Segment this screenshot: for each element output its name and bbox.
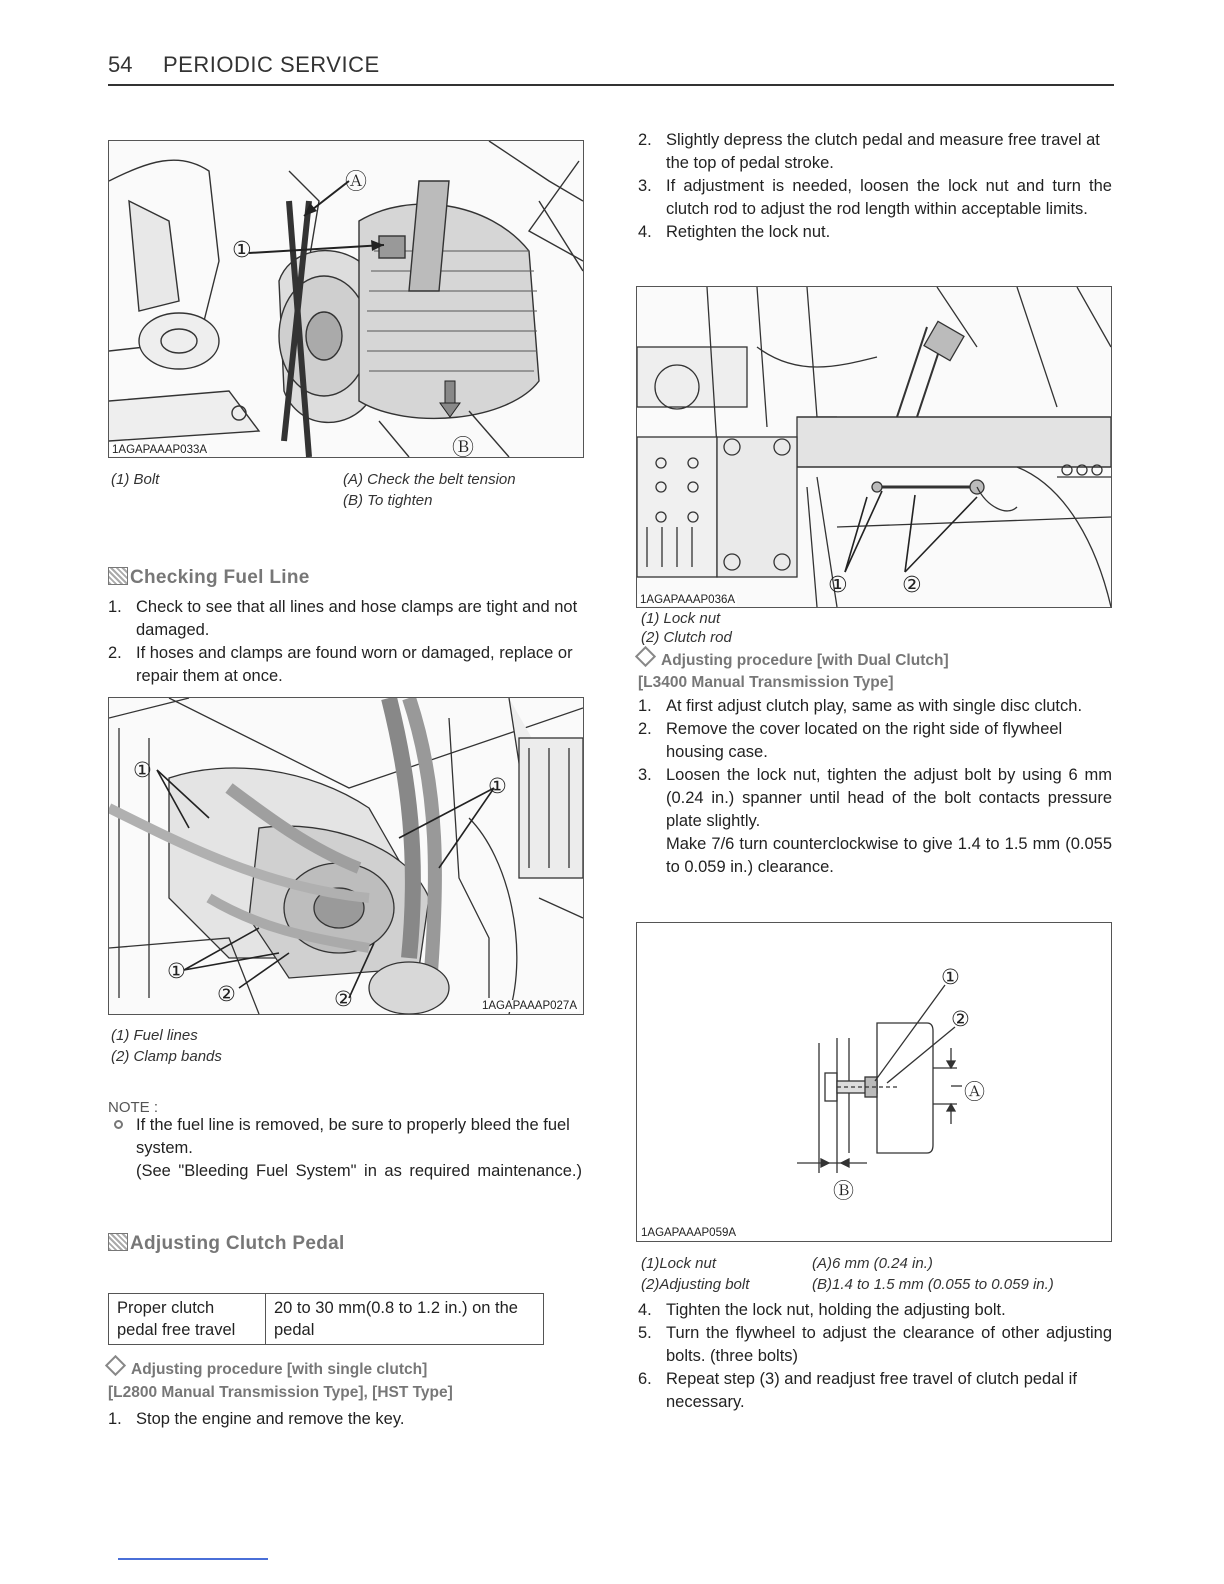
list-item: 1. Check to see that all lines and hose clamps are tight and not damaged.	[108, 598, 578, 639]
clutch-spec-table	[108, 1293, 544, 1345]
list-item: 4. Retighten the lock nut.	[638, 223, 831, 241]
dual-clutch-type: [L3400 Manual Transmission Type]	[638, 674, 894, 691]
marker-fuel-1c: ①	[167, 960, 186, 983]
caption-lock-nut-2: (1)Lock nut	[641, 1255, 717, 1272]
note-body: If the fuel line is removed, be sure to properly bleed the fuel system. (See "Bleeding Fuel System" in as required maintenance.)	[108, 1114, 582, 1183]
marker-adjusting-bolt: ②	[951, 1008, 970, 1031]
list-item: 1. At first adjust clutch play, same as with single disc clutch.	[638, 697, 1083, 715]
marker-fuel-1b: ①	[488, 775, 507, 798]
figure-code: 1AGAPAAAP059A	[641, 1227, 737, 1239]
single-clutch-step-1	[108, 1408, 582, 1431]
marker-a: Ⓐ	[345, 169, 368, 194]
table-row	[109, 1294, 544, 1345]
header-rule	[108, 84, 1114, 86]
section-icon	[108, 1233, 128, 1251]
clutch-rod-figure	[636, 286, 1112, 608]
list-item: 2. Remove the cover located on the right side of flywheel housing case.	[638, 720, 1063, 761]
bullet-icon	[114, 1120, 123, 1129]
page-title: PERIODIC SERVICE	[163, 52, 380, 77]
spec-label: Proper clutch pedal free travel	[109, 1294, 266, 1345]
clutch-pedal-heading: Adjusting Clutch Pedal	[108, 1233, 345, 1255]
caption-clutch-rod: (2) Clutch rod	[641, 629, 732, 646]
page-number: 54	[108, 52, 133, 77]
caption-adjusting-bolt: (2)Adjusting bolt	[641, 1276, 750, 1293]
caption-to-tighten: (B) To tighten	[343, 492, 433, 509]
adjusting-bolt-figure	[636, 922, 1112, 1242]
adjusting-bolt-diagram	[637, 923, 1111, 1241]
diamond-icon	[105, 1355, 126, 1376]
dual-clutch-steps	[638, 695, 1112, 879]
list-item: 4. Tighten the lock nut, holding the adjusting bolt.	[638, 1301, 1006, 1319]
marker-fuel-2b: ②	[334, 988, 353, 1011]
figure-code: 1AGAPAAAP027A	[481, 1000, 577, 1012]
single-clutch-types: [L2800 Manual Transmission Type], [HST Type]	[108, 1384, 453, 1401]
marker-rod-1: ①	[828, 572, 848, 597]
figure-code: 1AGAPAAAP033A	[112, 444, 208, 456]
caption-bolt: (1) Bolt	[111, 471, 160, 488]
caption-fuel-lines: (1) Fuel lines	[111, 1027, 198, 1044]
list-item: 3. If adjustment is needed, loosen the lock nut and turn the clutch rod to adjust the rod length within acceptable limits.	[638, 177, 1112, 218]
footer-link-line	[118, 1558, 268, 1560]
marker-b: Ⓑ	[452, 435, 475, 458]
spec-value: 20 to 30 mm(0.8 to 1.2 in.) on the pedal	[266, 1294, 544, 1345]
caption-clamp-bands: (2) Clamp bands	[111, 1048, 222, 1065]
clutch-rod-illustration	[637, 287, 1111, 607]
list-item: 1. Stop the engine and remove the key.	[108, 1410, 405, 1428]
marker-b: Ⓑ	[833, 1180, 854, 1203]
caption-check-belt: (A) Check the belt tension	[343, 471, 516, 488]
section-icon	[108, 567, 128, 585]
caption-6mm: (A)6 mm (0.24 in.)	[812, 1255, 933, 1272]
fuel-line-steps	[108, 596, 582, 688]
marker-a: Ⓐ	[964, 1081, 985, 1104]
marker-lock-nut: ①	[941, 966, 960, 989]
list-item: 3. Loosen the lock nut, tighten the adjust bolt by using 6 mm (0.24 in.) spanner until head of the bolt contacts pressure plate slightly. Make 7/6 turn counterclockwise to give 1.4 to 1.5 mm (0.055 to 0.059 in.) clearance.	[638, 766, 1112, 876]
figure-code: 1AGAPAAAP036A	[640, 594, 736, 606]
caption-lock-nut: (1) Lock nut	[641, 610, 721, 627]
final-steps	[638, 1299, 1112, 1414]
fuel-lines-figure	[108, 697, 584, 1015]
list-item: 2. Slightly depress the clutch pedal and measure free travel at the top of pedal stroke.	[638, 131, 1100, 172]
marker-fuel-2a: ②	[217, 983, 236, 1006]
fuel-line-heading: Checking Fuel Line	[108, 567, 310, 589]
single-clutch-steps-cont	[638, 129, 1112, 244]
marker-fuel-1a: ①	[133, 759, 152, 782]
list-item: 5. Turn the flywheel to adjust the clearance of other adjusting bolts. (three bolts)	[638, 1324, 1112, 1365]
marker-rod-2: ②	[902, 572, 922, 597]
note-label: NOTE :	[108, 1099, 159, 1116]
caption-clearance: (B)1.4 to 1.5 mm (0.055 to 0.059 in.)	[812, 1276, 1054, 1293]
single-clutch-heading: Adjusting procedure [with single clutch]	[108, 1358, 427, 1381]
list-item: 6. Repeat step (3) and readjust free travel of clutch pedal if necessary.	[638, 1370, 1077, 1411]
list-item: 2. If hoses and clamps are found worn or damaged, replace or repair them at once.	[108, 644, 573, 685]
diamond-icon	[635, 646, 656, 667]
marker-1: ①	[232, 237, 252, 262]
belt-tension-figure	[108, 140, 584, 458]
dual-clutch-heading: Adjusting procedure [with Dual Clutch]	[638, 649, 949, 672]
